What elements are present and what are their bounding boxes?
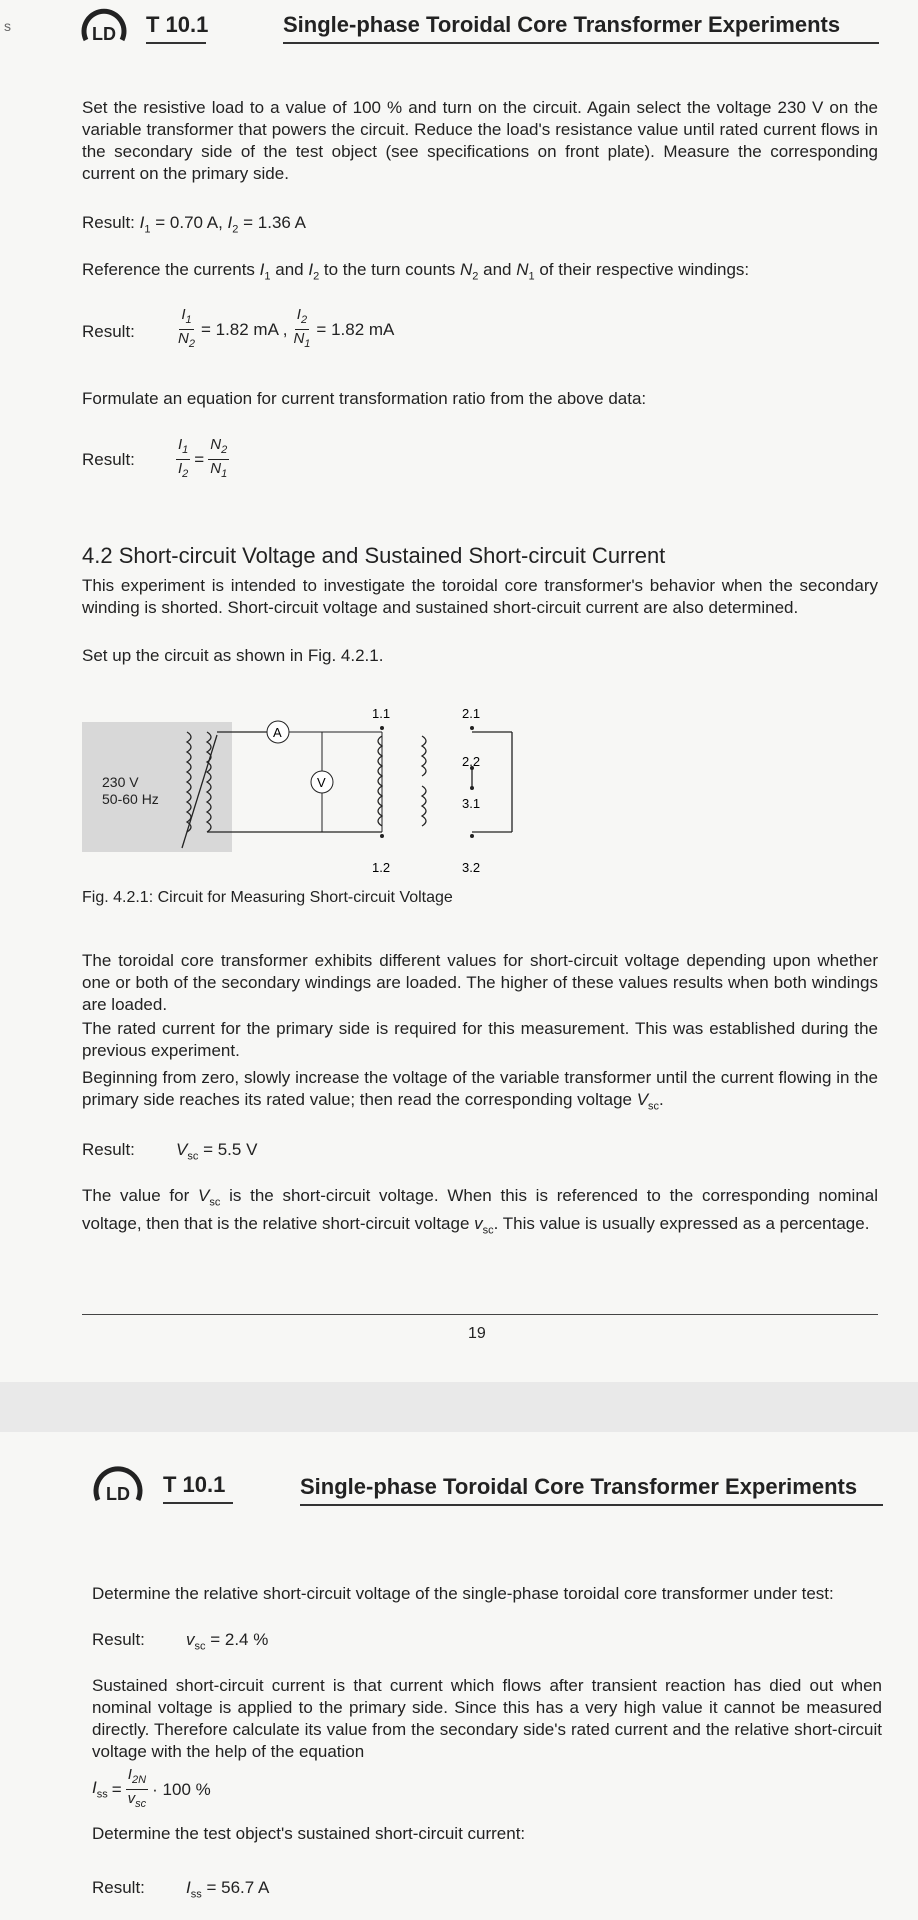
result-label: Result: [82, 213, 135, 232]
sub: sc [482, 1224, 494, 1237]
sym: I [259, 260, 265, 279]
sub: sc [648, 1100, 660, 1113]
circuit-diagram [82, 700, 522, 880]
sym: I [186, 1878, 191, 1897]
text: of their respective windings: [534, 260, 750, 279]
paragraph-section-intro: This experiment is intended to investigate the toroidal core transformer's behavior when the secondary winding is shorted. Short-circuit voltage and sustained short-circuit current are also determined. [82, 576, 878, 617]
paragraph-formulate: Formulate an equation for current transformation ratio from the above data: [82, 389, 647, 408]
page-header [0, 0, 918, 55]
header-code: T 10.1 [146, 12, 209, 37]
sub: 2 [182, 468, 189, 480]
terminal-1-1: 1.1 [372, 706, 391, 721]
value: = 56.7 A [201, 1878, 270, 1897]
text: and [270, 260, 309, 279]
terminal-2-1: 2.1 [462, 706, 481, 721]
section-heading: 4.2 Short-circuit Voltage and Sustained Short-circuit Current [82, 543, 666, 568]
sym: I [178, 460, 183, 477]
ratio-value-1: = 1.82 mA , [200, 319, 288, 339]
paragraph-toroidal-values: The toroidal core transformer exhibits different values for short-circuit voltage depending upon whether one or both of the secondary windings are loaded. The higher of these values results when both windings are loaded. [82, 951, 878, 1014]
value: = 2.4 % [205, 1630, 269, 1649]
paragraph-setup: Set up the circuit as shown in Fig. 4.2.1. [82, 646, 384, 665]
sub: 2 [300, 314, 308, 326]
header-title-underline [283, 42, 879, 44]
sub: sc [135, 1798, 147, 1810]
fraction-i2-n1 [291, 306, 312, 353]
sym: I [181, 306, 186, 323]
source-frequency-label: 50-60 Hz [102, 791, 159, 807]
text: and [478, 260, 517, 279]
equals-sign: = [111, 1779, 122, 1799]
paragraph-load-setup: Set the resistive load to a value of 100 % and turn on the circuit. Again select the voltage 230 V on the variable transformer that powers the circuit. Reduce the load's resistance value until rated current flows in the secondary side of the test object (see specifications on front plate). Measure the corresponding current on the primary side. [82, 98, 878, 183]
value-i1: = 0.70 A, [150, 213, 228, 232]
fraction-i1-n2 [176, 306, 197, 353]
sub: 1 [304, 338, 311, 350]
paragraph-determine-sustained: Determine the test object's sustained short-circuit current: [92, 1824, 526, 1843]
sym: N [516, 260, 529, 279]
sub: 1 [528, 270, 535, 283]
ld-logo-icon [80, 4, 128, 46]
sub: 2 [313, 270, 320, 283]
sym: I [127, 1766, 132, 1783]
paragraph-increase-voltage [82, 1067, 878, 1117]
sym: N [210, 436, 222, 453]
document-page-2 [0, 1432, 918, 1920]
sub: 2 [221, 444, 228, 456]
sub: 1 [221, 468, 228, 480]
sub: sc [209, 1196, 221, 1209]
sub-2: 2 [232, 223, 239, 236]
terminal-2-2: 2.2 [462, 754, 481, 769]
sym: v [127, 1790, 136, 1807]
result-vsc [176, 1140, 257, 1162]
result-currents [82, 213, 306, 235]
page-header [0, 1462, 918, 1517]
terminal-3-1: 3.1 [462, 796, 481, 811]
result-transformation-equation [176, 436, 229, 483]
symbol-i2: I [227, 213, 233, 232]
sym: I [308, 260, 314, 279]
fraction-i2n-vsc [126, 1766, 149, 1813]
header-title: Single-phase Toroidal Core Transformer Experiments [283, 12, 841, 37]
sym: N [178, 330, 189, 347]
sym: v [186, 1630, 195, 1649]
sym: I [178, 436, 183, 453]
fraction-i1-i2 [176, 436, 190, 483]
paragraph-sustained-current: Sustained short-circuit current is that current which flows after transient reaction has died out when nominal voltage is applied to the primary side. Since this has a very high value it cannot be measured directly. Therefore calculate its value from the secondary side's rated current and the relative short-circuit voltage with the help of the equation [92, 1676, 882, 1761]
sub: ss [190, 1888, 202, 1901]
secondary-windings [422, 732, 512, 832]
text: . This value is usually expressed as a percentage. [493, 1214, 870, 1234]
header-code-underline [163, 1502, 233, 1504]
terminal-3-2: 3.2 [462, 860, 481, 875]
ld-logo-icon [92, 1462, 144, 1506]
ratio-value-2: = 1.82 mA [316, 319, 395, 339]
sub: 1 [182, 444, 189, 456]
sym: N [293, 330, 305, 347]
sym: N [460, 260, 473, 279]
sub: sc [187, 1150, 199, 1163]
paragraph-reference-currents [82, 260, 878, 282]
sub: 2N [131, 1774, 147, 1786]
header-title: Single-phase Toroidal Core Transformer Experiments [300, 1474, 858, 1499]
paragraph-rated-current: The rated current for the primary side is required for this measurement. This was established during the previous experiment. [82, 1019, 878, 1060]
voltmeter-label: V [317, 775, 326, 790]
symbol-i1: I [139, 213, 145, 232]
sub: sc [194, 1640, 206, 1653]
primary-winding [378, 736, 382, 826]
sub-1: 1 [144, 223, 151, 236]
factor: · 100 % [152, 1779, 211, 1799]
result-label: Result: [82, 322, 135, 341]
text: is the short-circuit voltage. When this is referenced to the corresponding nominal voltage, then that is the relative short-circuit voltage [82, 1186, 878, 1234]
sub: 2 [472, 270, 479, 283]
sym: v [474, 1214, 483, 1234]
terminal-1-2: 1.2 [372, 860, 391, 875]
result-label: Result: [92, 1630, 145, 1649]
sub: 2 [188, 338, 195, 350]
sym: I [296, 306, 301, 323]
sub: ss [96, 1788, 108, 1801]
ammeter-label: A [273, 725, 282, 740]
value-i2: = 1.36 A [238, 213, 306, 232]
text: Beginning from zero, slowly increase the voltage of the variable transformer until the current flowing in the primary side reaches its rated value; then read the corresponding voltage [82, 1068, 878, 1109]
page-number: 19 [468, 1325, 486, 1342]
paragraph-vsc-explanation [82, 1185, 878, 1242]
paragraph-determine-relative: Determine the relative short-circuit voltage of the single-phase toroidal core transformer under test: [92, 1584, 834, 1603]
scan-side-mark: s [4, 18, 11, 34]
value: = 5.5 V [198, 1140, 258, 1159]
text: Reference the currents [82, 260, 260, 279]
fraction-n2-n1 [208, 436, 229, 483]
footer-divider [82, 1314, 878, 1315]
result-relative-vsc [186, 1630, 268, 1652]
sub: 1 [185, 314, 192, 326]
header-title-underline [300, 1504, 883, 1506]
sub: 1 [264, 270, 271, 283]
text: The value for [82, 1186, 198, 1205]
result-label: Result: [92, 1878, 145, 1897]
sym: N [210, 460, 222, 477]
formula-sustained-current [92, 1766, 215, 1813]
header-code: T 10.1 [163, 1472, 226, 1497]
svg-text:LD: LD [92, 24, 116, 44]
result-label: Result: [82, 1140, 135, 1159]
sym: V [176, 1140, 188, 1159]
result-ratio-equation [176, 306, 398, 353]
header-code-underline [146, 42, 206, 44]
sym: I [92, 1778, 97, 1798]
svg-text:LD: LD [106, 1484, 130, 1504]
result-iss [186, 1878, 269, 1900]
sym: V [636, 1090, 649, 1109]
figure-caption: Fig. 4.2.1: Circuit for Measuring Short-circuit Voltage [82, 889, 453, 906]
result-label: Result: [82, 450, 135, 469]
source-voltage-label: 230 V [102, 774, 139, 790]
equals-sign: = [194, 449, 205, 469]
sym: V [198, 1186, 210, 1205]
text: . [659, 1090, 664, 1109]
text: to the turn counts [319, 260, 460, 279]
